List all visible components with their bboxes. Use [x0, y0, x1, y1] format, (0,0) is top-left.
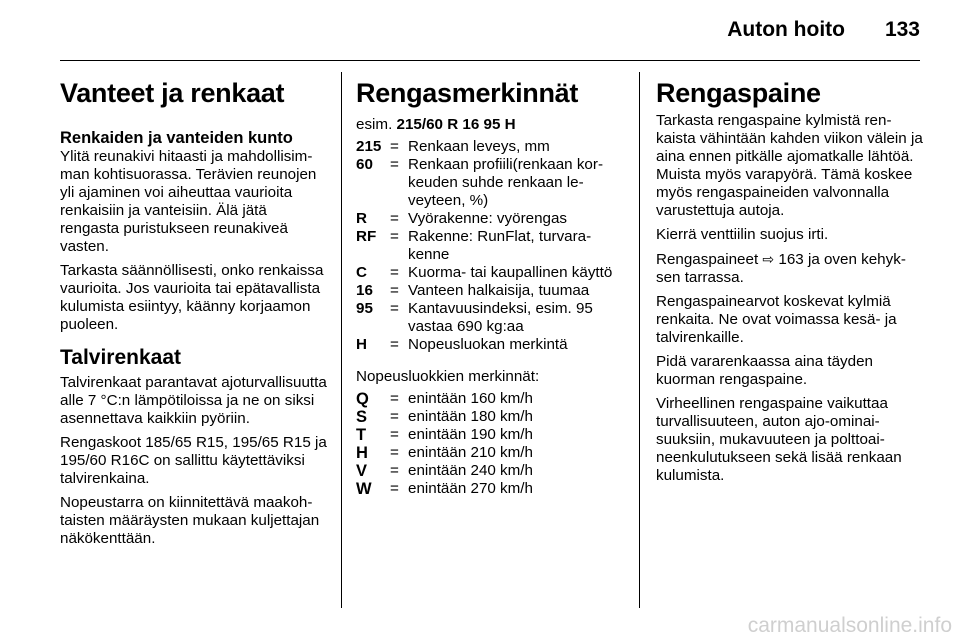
marking-key: 60: [356, 156, 373, 173]
header-rule: [60, 60, 920, 61]
heading-condition: Renkaiden ja vanteiden kunto: [60, 129, 293, 147]
paragraph-pressure-reference: [656, 250, 924, 287]
page-header: [0, 0, 960, 60]
paragraph-inspect: Tarkasta säännöllisesti, onko renkaissa vaurioita. Jos vaurioita tai epätavallista kulumista esiintyy, käänny korjaamon puoleen.: [60, 262, 324, 333]
speed-value: enintään 270 km/h: [408, 480, 533, 497]
speed-value: enintään 180 km/h: [408, 408, 533, 425]
equals-sign: =: [390, 300, 399, 317]
speed-class-intro: Nopeusluokkien merkinnät:: [356, 368, 540, 385]
equals-sign: =: [390, 444, 399, 461]
list-item: [356, 336, 624, 354]
list-item: [356, 426, 624, 444]
marking-key: R: [356, 210, 367, 227]
heading-rims-and-tyres: Vanteet ja renkaat: [60, 78, 285, 108]
list-item: [356, 408, 624, 426]
speed-value: enintään 240 km/h: [408, 462, 533, 479]
reference-page-text: 163 ja oven kehyksen tarrassa.: [656, 251, 906, 286]
marking-key: H: [356, 336, 367, 353]
marking-value: Kuorma- tai kaupallinen käyttö: [408, 264, 613, 281]
speed-key: V: [356, 462, 368, 480]
column-2: [356, 72, 624, 512]
list-item: [356, 282, 624, 300]
list-item: [356, 444, 624, 462]
marking-key: RF: [356, 228, 377, 245]
list-item: [356, 156, 624, 210]
equals-sign: =: [390, 138, 399, 155]
speed-key: W: [356, 480, 372, 498]
marking-key: 16: [356, 282, 373, 299]
speed-class-list: [356, 390, 624, 498]
heading-tyre-pressure: Rengaspaine: [656, 78, 821, 108]
equals-sign: =: [390, 264, 399, 281]
paragraph-kerb: Ylitä reunakivi hitaasti ja mahdollisimman kohtisuorassa. Terävien reunojen yli ajaminen voi aiheuttaa vaurioita renkaisiin ja vanteisiin. Älä jätä rengasta puristukseen reunakiveä vasten.: [60, 148, 317, 255]
example-prefix: esim.: [356, 116, 393, 133]
equals-sign: =: [390, 156, 399, 173]
list-item: [356, 228, 624, 264]
list-item: [356, 138, 624, 156]
watermark: carmanualsonline.info: [747, 614, 952, 637]
equals-sign: =: [390, 462, 399, 479]
markings-list: [356, 138, 624, 354]
equals-sign: =: [390, 408, 399, 425]
speed-key: Q: [356, 390, 369, 408]
list-item: [356, 300, 624, 336]
marking-example: [356, 116, 624, 134]
page-number: 133: [884, 18, 920, 41]
paragraph-check-pressure: Tarkasta rengaspaine kylmistä renkaista vähintään kahden viikon välein ja aina ennen pitkälle ajomatkalle lähtöä. Muista myös varapyörä. Tämä koskee myös rengaspaineiden valvonnalla varustettuja autoja.: [656, 112, 923, 219]
paragraph-spare-tyre: Pidä vararenkaassa aina täyden kuorman rengaspaine.: [656, 353, 873, 388]
section-title: Auton hoito: [727, 18, 845, 41]
equals-sign: =: [390, 282, 399, 299]
list-item: [356, 210, 624, 228]
paragraph-speed-label: Nopeustarra on kiinnitettävä maakohtaisten määräysten mukaan kuljettajan näkökenttään.: [60, 494, 320, 547]
equals-sign: =: [390, 228, 399, 245]
reference-text: Rengaspaineet: [656, 251, 759, 268]
list-item: [356, 462, 624, 480]
marking-value: Kantavuusindeksi, esim. 95 vastaa 690 kg:aa: [408, 300, 593, 335]
list-item: [356, 480, 624, 498]
column-3: [656, 72, 924, 491]
equals-sign: =: [390, 426, 399, 443]
marking-key: C: [356, 264, 367, 281]
speed-value: enintään 190 km/h: [408, 426, 533, 443]
marking-value: Vyörakenne: vyörengas: [408, 210, 568, 227]
speed-value: enintään 210 km/h: [408, 444, 533, 461]
marking-value: Renkaan profiili(renkaan korkeuden suhde renkaan leveyteen, %): [408, 156, 604, 209]
marking-value: Renkaan leveys, mm: [408, 138, 550, 155]
heading-winter-tyres: Talvirenkaat: [60, 346, 182, 369]
paragraph-valve-cap: Kierrä venttiilin suojus irti.: [656, 226, 829, 243]
equals-sign: =: [390, 210, 399, 227]
column-1: [60, 72, 328, 554]
list-item: [356, 264, 624, 282]
marking-key: 215: [356, 138, 382, 155]
page-reference-arrow-icon: ⇨: [762, 251, 775, 267]
speed-value: enintään 160 km/h: [408, 390, 533, 407]
speed-key: T: [356, 426, 367, 444]
marking-key: 95: [356, 300, 373, 317]
paragraph-tyre-sizes: Rengaskoot 185/65 R15, 195/65 R15 ja 195/60 R16C on sallittu käytettäviksi talvirenkaina.: [60, 434, 327, 487]
paragraph-winter-safety: Talvirenkaat parantavat ajoturvallisuutta alle 7 °C:n lämpötiloissa ja ne on siksi asennettava kaikkiin pyöriin.: [60, 374, 327, 427]
marking-value: Vanteen halkaisija, tuumaa: [408, 282, 590, 299]
list-item: [356, 390, 624, 408]
marking-value: Nopeusluokan merkintä: [408, 336, 568, 353]
example-code: 215/60 R 16 95 H: [396, 116, 516, 133]
speed-key: S: [356, 408, 368, 426]
column-divider-2: [639, 72, 640, 608]
column-divider-1: [341, 72, 342, 608]
speed-key: H: [356, 444, 368, 462]
heading-tyre-markings: Rengasmerkinnät: [356, 78, 579, 108]
equals-sign: =: [390, 390, 399, 407]
paragraph-cold-tyres: Rengaspainearvot koskevat kylmiä renkaita. Ne ovat voimassa kesä- ja talvirenkaille.: [656, 293, 897, 346]
marking-value: Rakenne: RunFlat, turvarakenne: [408, 228, 592, 263]
paragraph-wrong-pressure: Virheellinen rengaspaine vaikuttaa turvallisuuteen, auton ajo-ominaisuuksiin, mukavuuteen ja polttoaineenkulutukseen sekä lisää renkaan kulumista.: [656, 395, 902, 484]
equals-sign: =: [390, 480, 399, 497]
equals-sign: =: [390, 336, 399, 353]
